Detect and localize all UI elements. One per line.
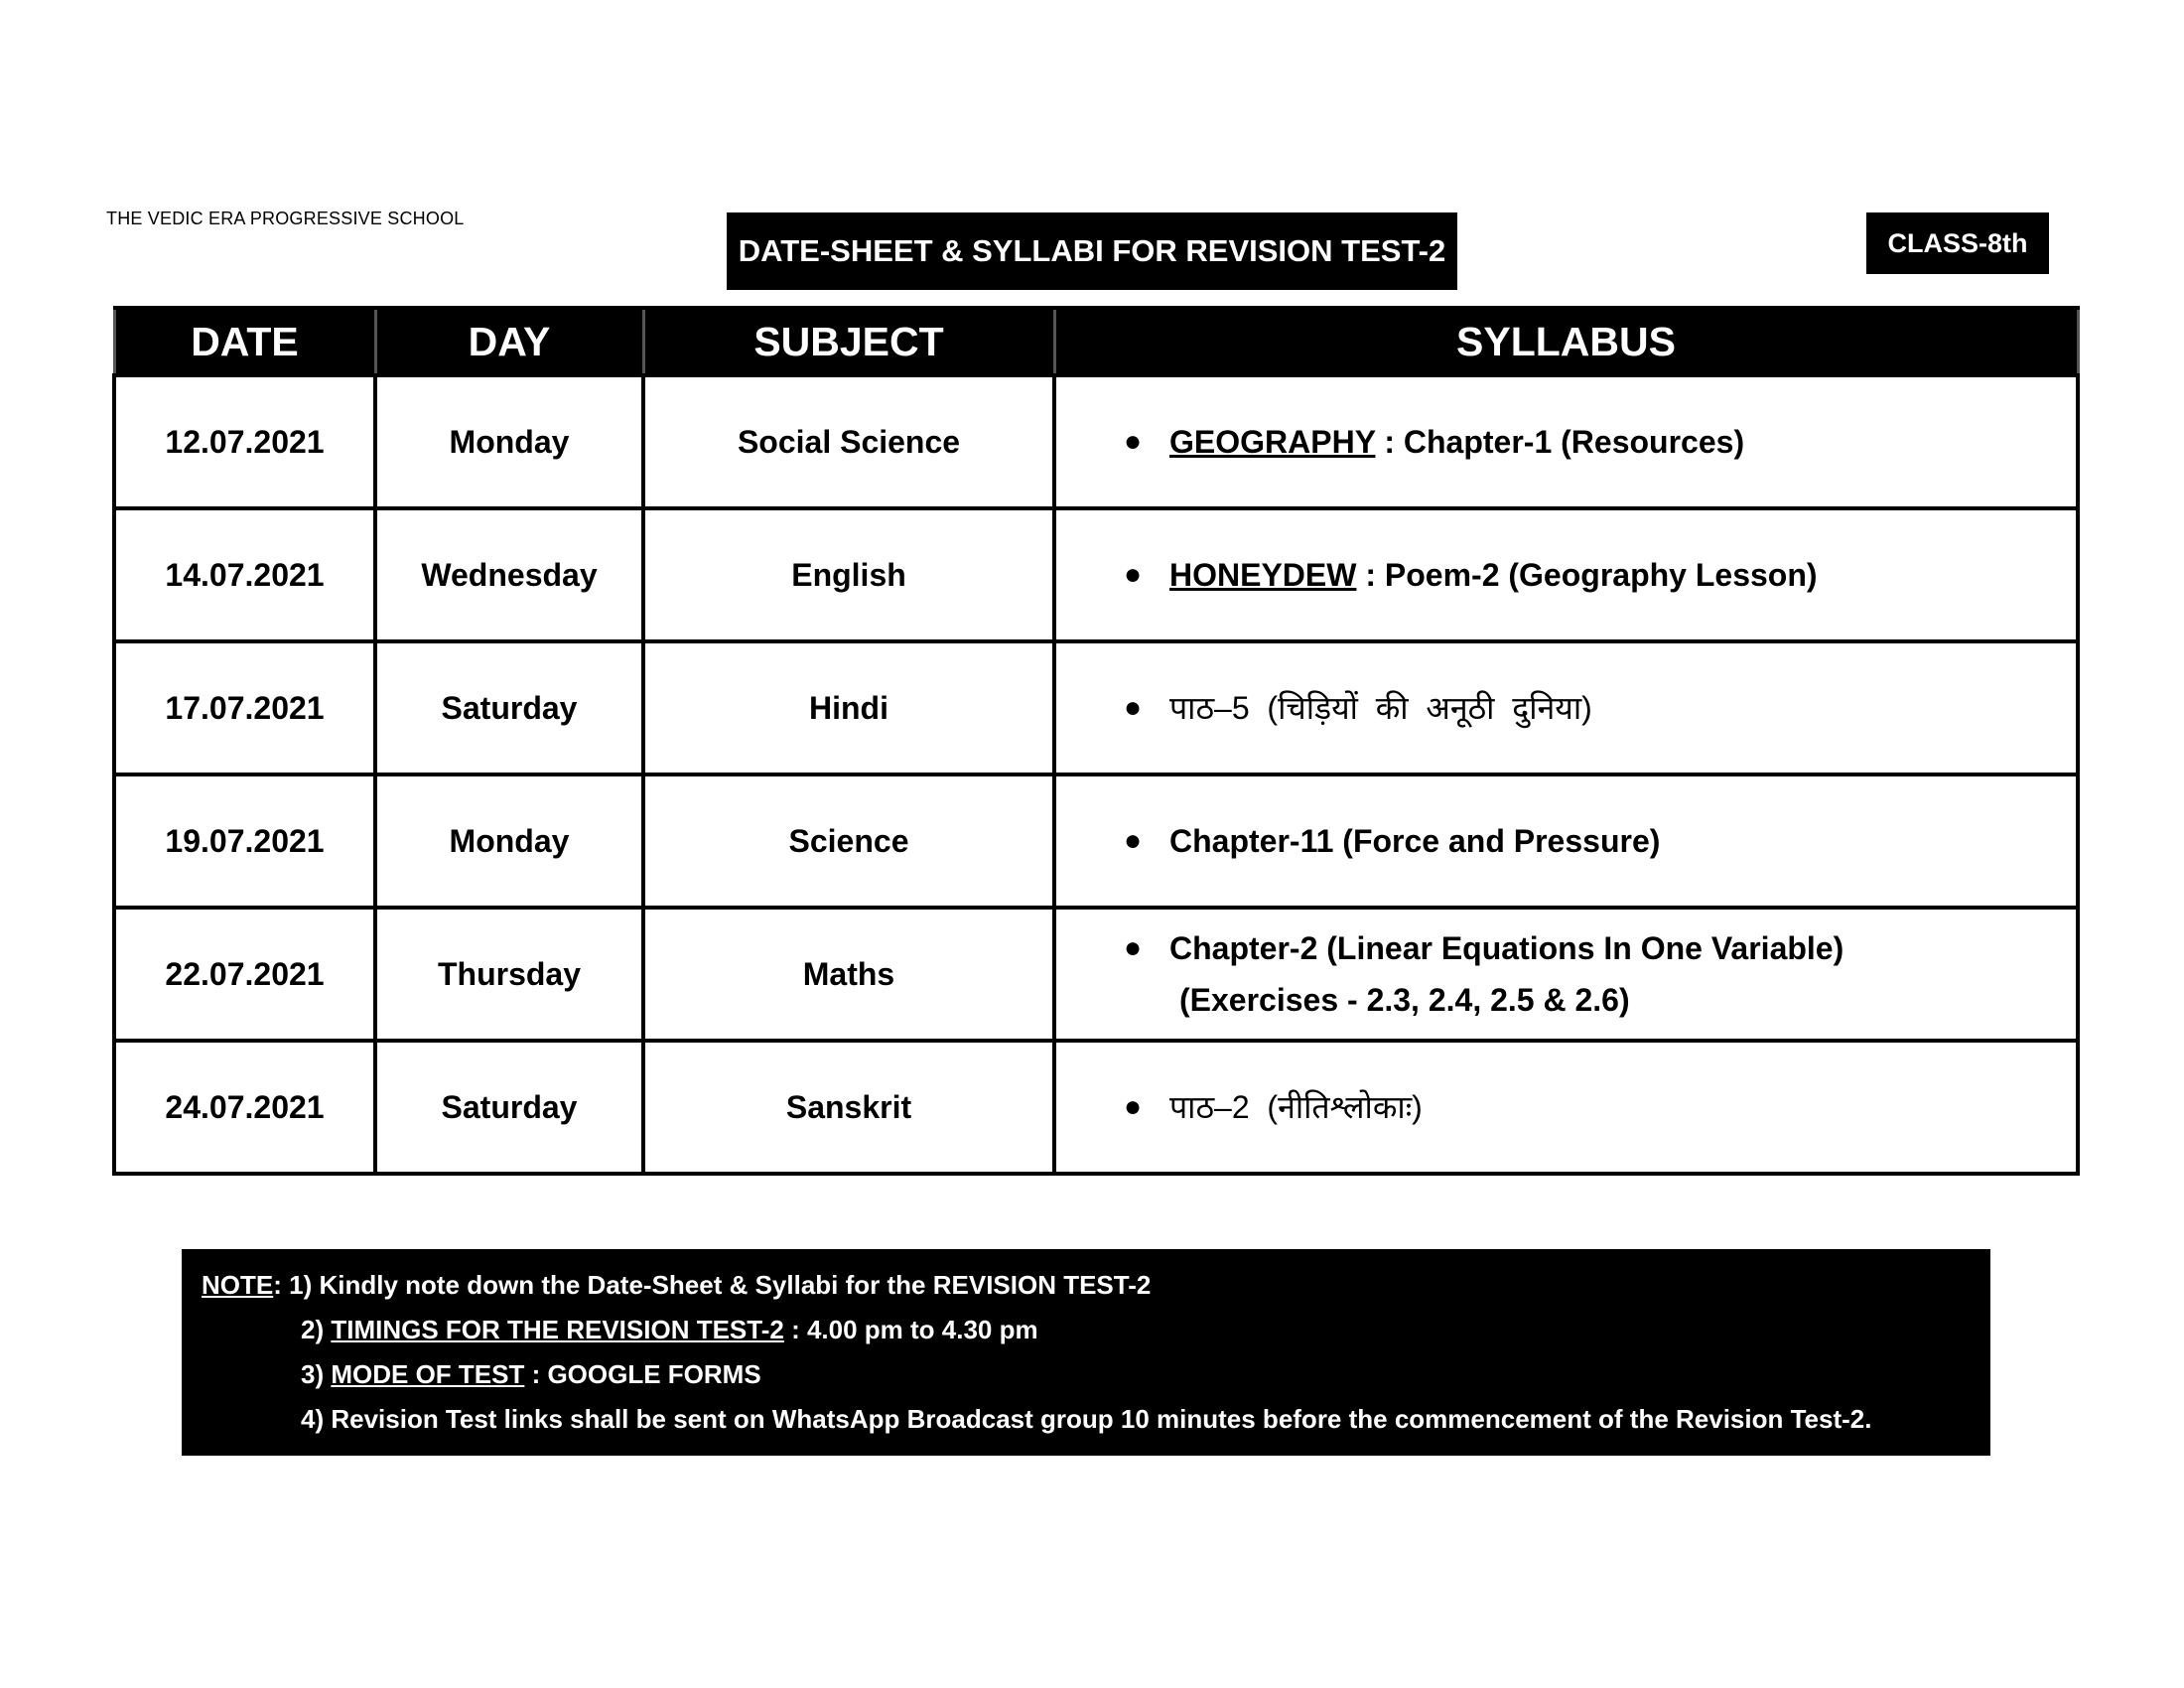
subject-cell: Science — [643, 774, 1054, 908]
day-cell: Monday — [375, 375, 643, 508]
bullet-icon: ● — [1124, 691, 1143, 724]
note-text-1: : 1) Kindly note down the Date-Sheet & Syllabi for the REVISION TEST-2 — [273, 1270, 1152, 1300]
subject-cell: Maths — [643, 908, 1054, 1041]
column-header-date: DATE — [114, 308, 375, 375]
day-cell: Saturday — [375, 1041, 643, 1174]
date-cell: 24.07.2021 — [114, 1041, 375, 1174]
syllabus-text: Chapter-2 (Linear Equations In One Variable) — [1169, 930, 1844, 966]
date-cell: 17.07.2021 — [114, 641, 375, 774]
syllabus-cell — [1054, 908, 2078, 1041]
note-number: 2) — [301, 1315, 332, 1344]
note-line-1 — [202, 1263, 1971, 1308]
date-cell: 14.07.2021 — [114, 508, 375, 641]
syllabus-text: पाठ–5 (चिड़ियों की अनूठी दुनिया) — [1169, 690, 1592, 726]
syllabus-book-label: GEOGRAPHY — [1169, 424, 1376, 460]
table-header-row — [114, 308, 2078, 375]
note-label: NOTE — [202, 1270, 274, 1300]
syllabus-cell — [1054, 1041, 2078, 1174]
document-title: DATE-SHEET & SYLLABI FOR REVISION TEST-2 — [727, 212, 1457, 290]
syllabus-text: Chapter-11 (Force and Pressure) — [1169, 823, 1661, 859]
note-timings-label: TIMINGS FOR THE REVISION TEST-2 — [331, 1315, 784, 1344]
syllabus-cell — [1054, 375, 2078, 508]
syllabus-cell — [1054, 774, 2078, 908]
syllabus-text: : Chapter-1 (Resources) — [1375, 424, 1745, 460]
syllabus-cell — [1054, 508, 2078, 641]
school-name: THE VEDIC ERA PROGRESSIVE SCHOOL — [106, 209, 465, 228]
day-cell: Saturday — [375, 641, 643, 774]
syllabus-book-label: HONEYDEW — [1169, 557, 1357, 593]
syllabus-subtext: (Exercises - 2.3, 2.4, 2.5 & 2.6) — [1179, 982, 1630, 1018]
date-sheet-table — [112, 306, 2080, 1176]
syllabus-text: : Poem-2 (Geography Lesson) — [1356, 557, 1818, 593]
bullet-icon: ● — [1124, 1090, 1143, 1123]
table-row — [114, 641, 2078, 774]
syllabus-cell — [1054, 641, 2078, 774]
table-row — [114, 375, 2078, 508]
table-row — [114, 1041, 2078, 1174]
note-mode-text: : GOOGLE FORMS — [524, 1359, 761, 1389]
column-header-syllabus: SYLLABUS — [1054, 308, 2078, 375]
date-cell: 12.07.2021 — [114, 375, 375, 508]
bullet-icon: ● — [1124, 558, 1143, 591]
class-label: CLASS-8th — [1866, 212, 2049, 274]
column-header-subject: SUBJECT — [643, 308, 1054, 375]
subject-cell: English — [643, 508, 1054, 641]
note-mode-label: MODE OF TEST — [331, 1359, 525, 1389]
subject-cell: Social Science — [643, 375, 1054, 508]
bullet-icon: ● — [1124, 425, 1143, 458]
note-box — [182, 1249, 1990, 1456]
subject-cell: Hindi — [643, 641, 1054, 774]
bullet-icon: ● — [1124, 824, 1143, 857]
column-header-day: DAY — [375, 308, 643, 375]
date-cell: 19.07.2021 — [114, 774, 375, 908]
day-cell: Monday — [375, 774, 643, 908]
note-timings-text: : 4.00 pm to 4.30 pm — [783, 1315, 1038, 1344]
table-row — [114, 908, 2078, 1041]
day-cell: Thursday — [375, 908, 643, 1041]
note-number: 3) — [301, 1359, 332, 1389]
note-line-2 — [202, 1308, 1971, 1352]
syllabus-text: पाठ–2 (नीतिश्लोकाः) — [1169, 1089, 1423, 1125]
bullet-icon: ● — [1124, 931, 1143, 964]
table-row — [114, 774, 2078, 908]
note-line-3 — [202, 1352, 1971, 1397]
subject-cell: Sanskrit — [643, 1041, 1054, 1174]
day-cell: Wednesday — [375, 508, 643, 641]
table-row — [114, 508, 2078, 641]
date-cell: 22.07.2021 — [114, 908, 375, 1041]
note-line-4: 4) Revision Test links shall be sent on WhatsApp Broadcast group 10 minutes before the commencement of the Revision Test-2. — [301, 1404, 1872, 1434]
